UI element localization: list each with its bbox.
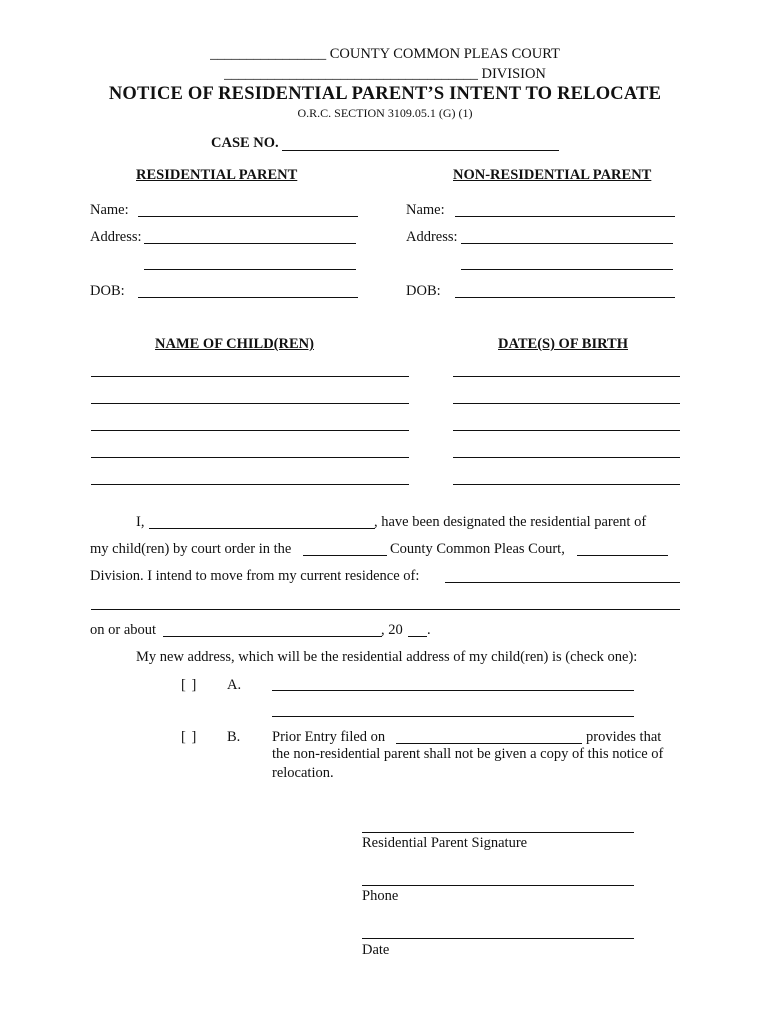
statute-reference: O.R.C. SECTION 3109.05.1 (G) (1) [297, 106, 473, 120]
residential-address-label: Address: [90, 229, 142, 245]
nonresidential-address-label: Address: [406, 229, 458, 245]
option-b-checkbox[interactable]: [ ] [181, 729, 197, 745]
date-field[interactable] [362, 938, 634, 939]
nonresidential-address-field[interactable] [461, 243, 673, 244]
option-a-label: A. [227, 677, 242, 693]
on-or-about-label: on or about [90, 622, 157, 638]
phone-label: Phone [362, 888, 399, 904]
option-b-text-2: the non-residential parent shall not be given a copy of this notice of [272, 746, 664, 762]
signature-label: Residential Parent Signature [362, 835, 528, 851]
residential-parent-heading: RESIDENTIAL PARENT [136, 167, 298, 183]
parent-name-field[interactable] [149, 528, 375, 529]
move-date-field[interactable] [163, 636, 382, 637]
current-residence-field[interactable] [445, 582, 680, 583]
child-dob-field-1[interactable] [453, 376, 680, 377]
residential-dob-field[interactable] [138, 297, 358, 298]
option-b-label: B. [227, 729, 241, 745]
year-suffix: . [427, 622, 431, 638]
nonresidential-dob-label: DOB: [406, 283, 441, 299]
paragraph-1-suffix: , have been designated the residential parent of [374, 514, 647, 530]
county-field[interactable] [303, 555, 387, 556]
page-title: NOTICE OF RESIDENTIAL PARENT’S INTENT TO RELOCATE [108, 84, 662, 104]
nonresidential-dob-field[interactable] [455, 297, 675, 298]
option-a-checkbox[interactable]: [ ] [181, 677, 197, 693]
child-name-field-4[interactable] [91, 457, 409, 458]
option-b-text-1: Prior Entry filed on [272, 729, 386, 745]
residential-address-field[interactable] [144, 243, 356, 244]
phone-field[interactable] [362, 885, 634, 886]
paragraph-2-prefix: my child(ren) by court order in the [90, 541, 292, 557]
nonresidential-parent-heading: NON-RESIDENTIAL PARENT [453, 167, 652, 183]
nonresidential-name-label: Name: [406, 202, 445, 218]
date-label: Date [362, 942, 390, 958]
child-name-field-3[interactable] [91, 430, 409, 431]
child-name-field-1[interactable] [91, 376, 409, 377]
option-b-text-1-suffix: provides that [586, 729, 662, 745]
residential-name-label: Name: [90, 202, 129, 218]
new-address-field[interactable] [272, 690, 634, 691]
residential-dob-label: DOB: [90, 283, 125, 299]
court-division-field[interactable] [577, 555, 668, 556]
new-address-text: My new address, which will be the residential address of my child(ren) is (check one): [136, 649, 638, 665]
child-name-field-2[interactable] [91, 403, 409, 404]
paragraph-3-text: Division. I intend to move from my current residence of: [90, 568, 420, 584]
signature-field[interactable] [362, 832, 634, 833]
residential-address-line-2[interactable] [144, 269, 356, 270]
paragraph-2-middle: County Common Pleas Court, [390, 541, 565, 557]
child-dob-field-3[interactable] [453, 430, 680, 431]
residential-name-field[interactable] [138, 216, 358, 217]
division-line: ___________________________________ DIVISION [224, 66, 546, 82]
new-address-line-2[interactable] [272, 716, 634, 717]
case-no-field[interactable] [282, 150, 559, 151]
current-residence-line-2[interactable] [91, 609, 680, 610]
child-dob-field-5[interactable] [453, 484, 680, 485]
child-dobs-heading: DATE(S) OF BIRTH [498, 336, 629, 352]
paragraph-1-prefix: I, [136, 514, 145, 530]
year-field[interactable] [408, 636, 427, 637]
year-prefix: , 20 [381, 622, 403, 638]
child-dob-field-2[interactable] [453, 403, 680, 404]
prior-entry-date-field[interactable] [396, 743, 582, 744]
case-no-label: CASE NO. [211, 135, 279, 151]
child-names-heading: NAME OF CHILD(REN) [155, 336, 314, 352]
child-name-field-5[interactable] [91, 484, 409, 485]
court-line: ________________ COUNTY COMMON PLEAS COURT [210, 46, 560, 62]
nonresidential-address-line-2[interactable] [461, 269, 673, 270]
nonresidential-name-field[interactable] [455, 216, 675, 217]
child-dob-field-4[interactable] [453, 457, 680, 458]
option-b-text-3: relocation. [272, 765, 334, 781]
